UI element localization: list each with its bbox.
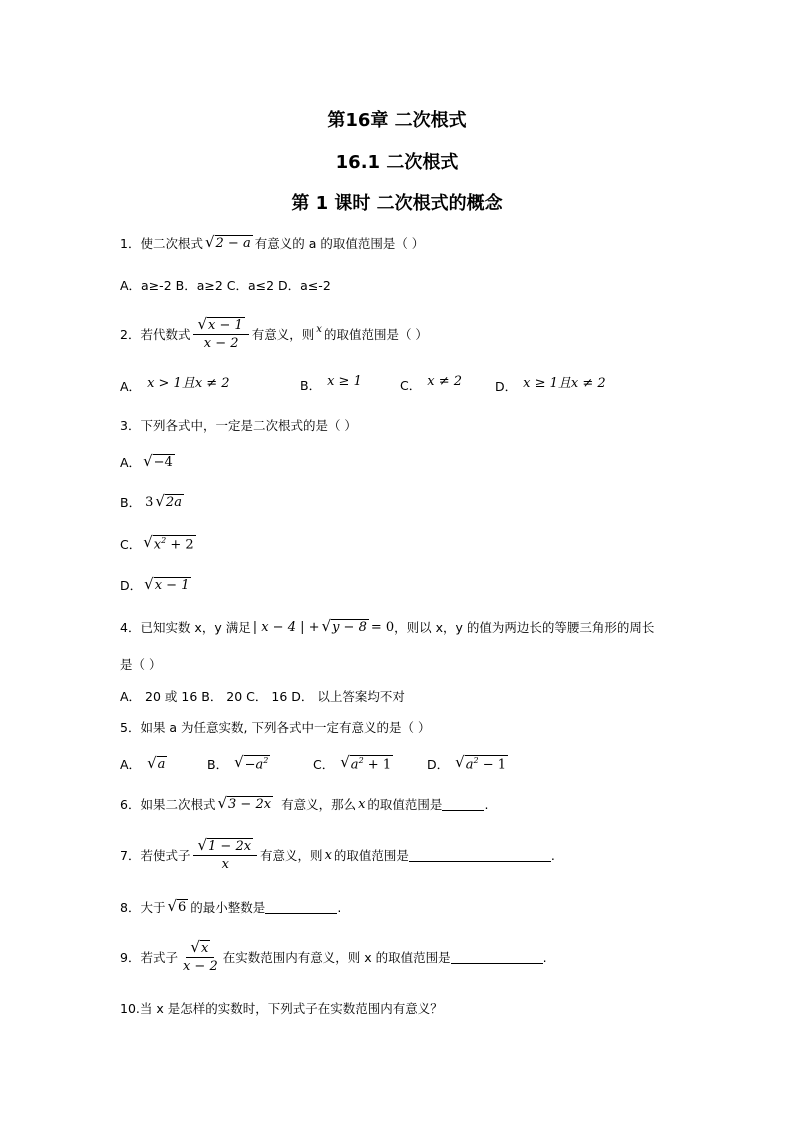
- section-title: 16.1 二次根式: [335, 152, 459, 173]
- question-5-option-c: C． √ $a^2 + 1$: [313, 753, 392, 773]
- question-2-option-c: C． x ≠ 2: [400, 373, 462, 393]
- question-7: 7．若使式子 √ 1 − 2x x 有意义，则 x 的取值范围是 .: [120, 836, 555, 873]
- question-5-option-b: B． √ $-a^2$: [207, 753, 269, 773]
- question-2-option-a: A． x > 1且x ≠ 2: [120, 376, 230, 394]
- question-6: 6．如果二次根式 √ 3 − 2x 有意义，那么 x 的取值范围是 .: [120, 793, 489, 812]
- question-9: 9．若式子 √ x x − 2 在实数范围内有意义，则 x 的取值范围是 .: [120, 938, 547, 975]
- question-10: 10.当 x 是怎样的实数时，下列式子在实数范围内有意义？: [120, 1001, 443, 1016]
- lesson-title: 第 1 课时 二次根式的概念: [291, 193, 503, 214]
- question-3-option-b: B． 3 √ 2a: [120, 491, 182, 510]
- question-3-option-a: A． √ −4: [120, 451, 173, 470]
- radical-expression: √ 2 − a: [204, 232, 251, 251]
- question-3-option-c: C． √ $x^2 + 2$: [120, 533, 194, 553]
- question-3: 3．下列各式中，一定是二次根式的是（ ）: [120, 418, 357, 433]
- answer-blank[interactable]: [442, 798, 484, 811]
- question-1: 1．使二次根式 √ 2 − a 有意义的 a 的取值范围是（ ）: [120, 232, 425, 251]
- question-5: 5．如果 a 为任意实数, 下列各式中一定有意义的是（ ）: [120, 720, 431, 735]
- question-4: 4．已知实数 x，y 满足 | x − 4 | + √ y − 8 = 0 ，则以 x，y 的值为两边长的等腰三角形的周长: [120, 616, 655, 635]
- question-2-option-d: D． x ≥ 1且x ≠ 2: [495, 376, 606, 394]
- question-5-option-a: A． √ a: [120, 753, 166, 772]
- chapter-title: 第16章 二次根式: [327, 110, 467, 131]
- fraction-expression: √ x − 1 x − 2: [193, 317, 248, 351]
- answer-blank[interactable]: [265, 901, 337, 914]
- question-3-option-d: D． √ x − 1: [120, 574, 190, 593]
- question-1-options: A．a≥-2 B．a≥2 C．a≤2 D．a≤-2: [120, 278, 331, 293]
- question-8: 8．大于 √ 6 的最小整数是 .: [120, 896, 342, 915]
- question-5-option-d: D． √ $a^2 - 1$: [427, 753, 506, 773]
- answer-blank[interactable]: [451, 951, 543, 964]
- question-2: 2．若代数式 √ x − 1 x − 2 有意义，则 x 的取值范围是（ ）: [120, 315, 428, 352]
- question-4-options: A． 20 或 16 B． 20 C． 16 D． 以上答案均不对: [120, 689, 405, 704]
- question-4-continued: 是（ ）: [120, 657, 162, 672]
- question-2-option-b: B． x ≥ 1: [300, 373, 362, 393]
- answer-blank[interactable]: [409, 849, 551, 862]
